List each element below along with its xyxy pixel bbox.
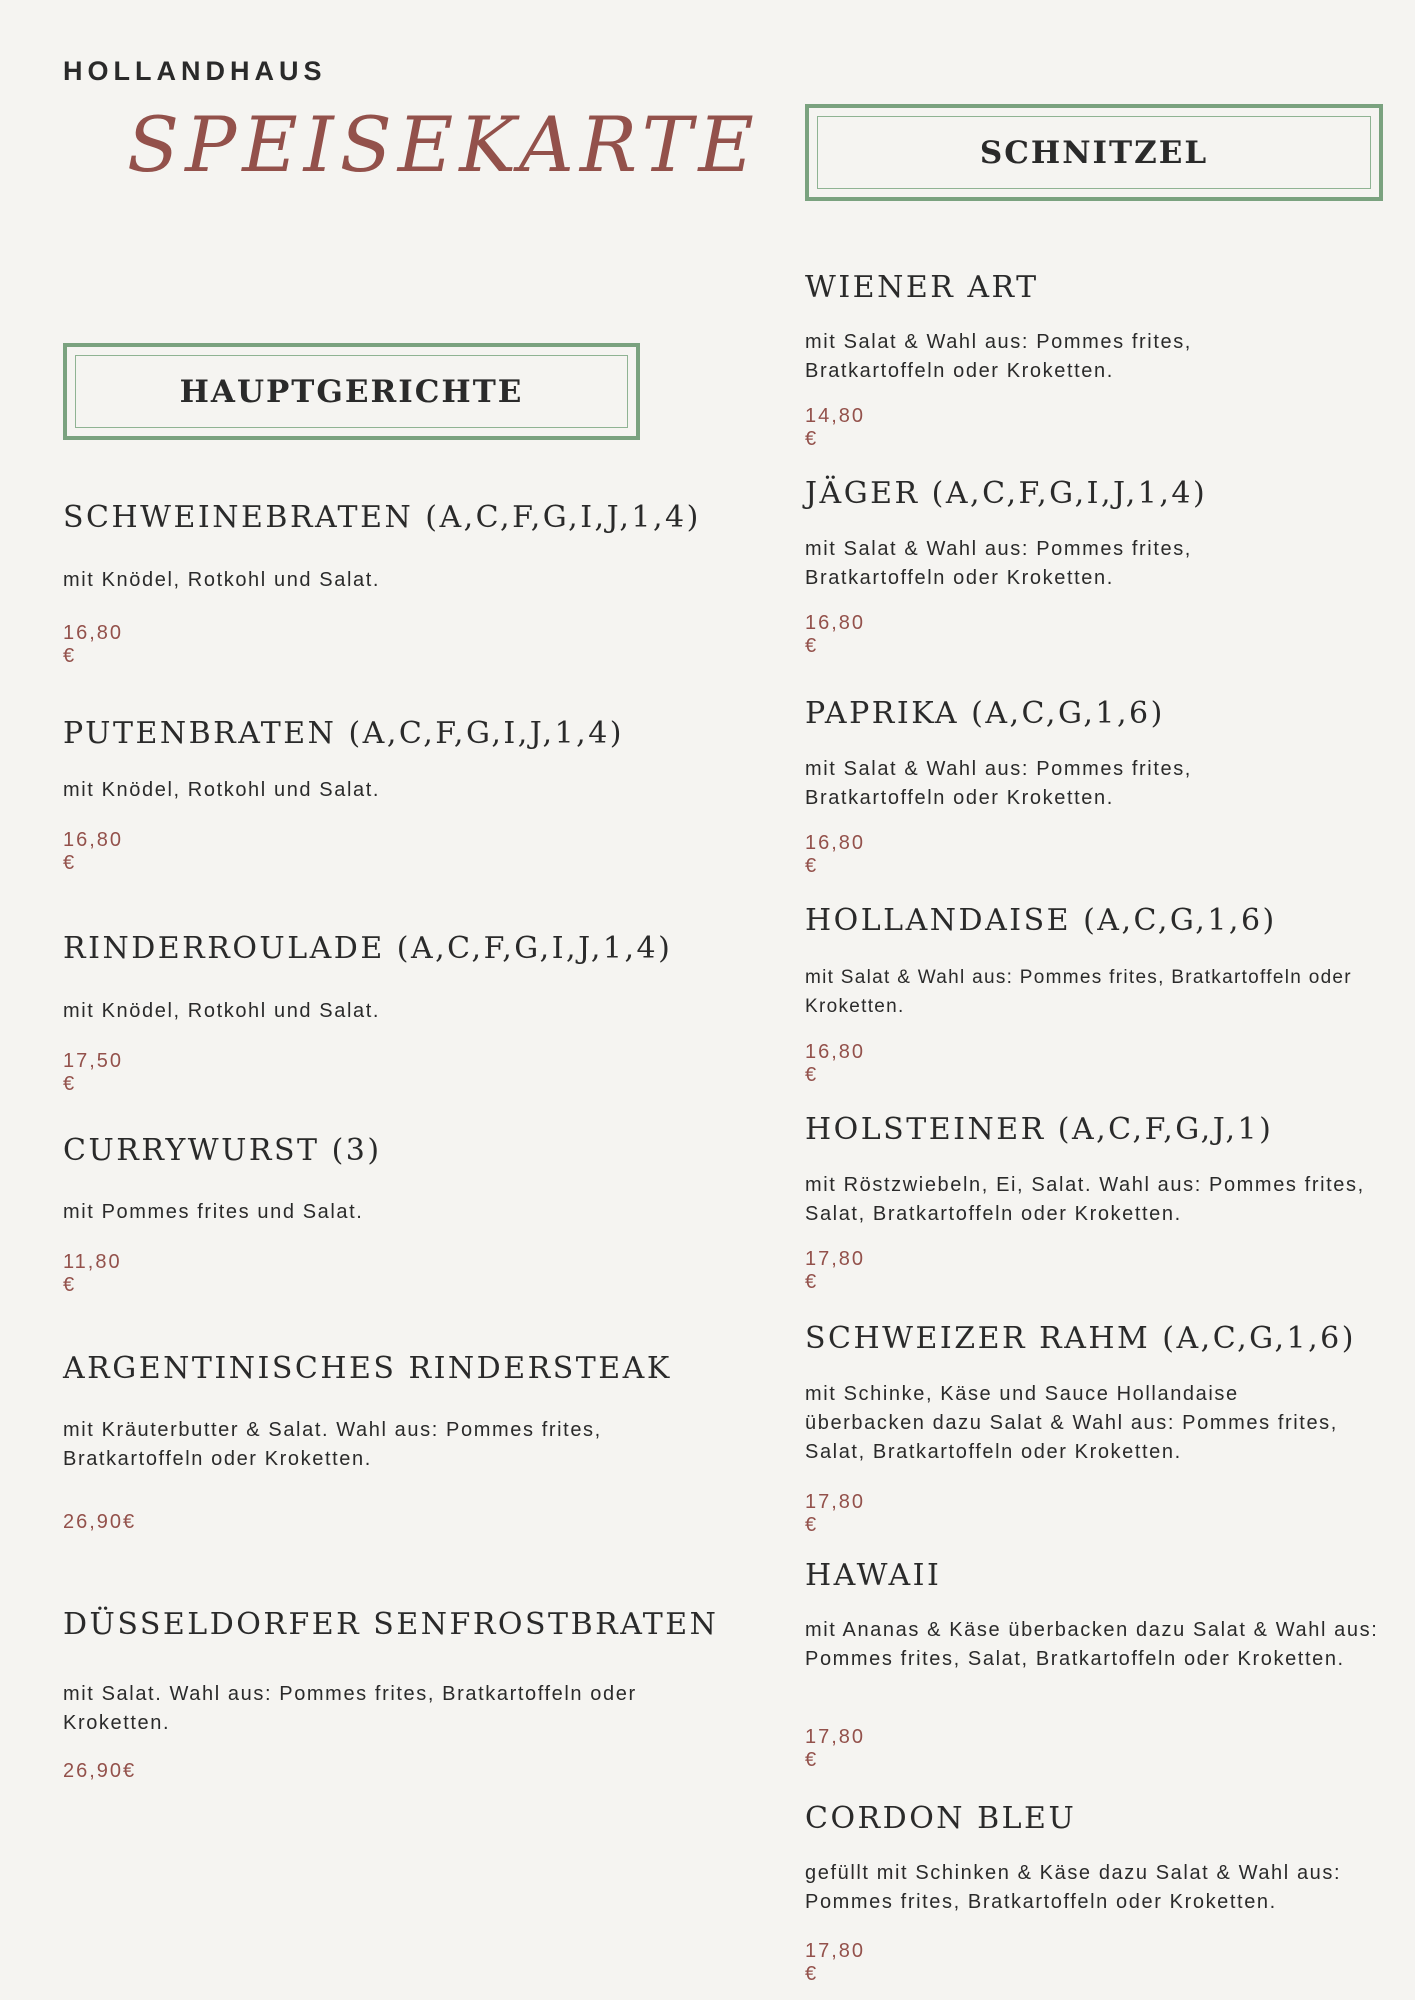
menu-item-price: 26,90€ (63, 1760, 137, 1782)
menu-item-name: CORDON BLEU (805, 1801, 1077, 1836)
menu-item-price: 17,80 € (805, 1726, 866, 1771)
menu-item-price: 17,80 € (805, 1940, 866, 1985)
menu-item-name: ARGENTINISCHES RINDERSTEAK (63, 1351, 672, 1386)
menu-item-price: 17,80 € (805, 1248, 866, 1293)
menu-item-description: gefüllt mit Schinken & Käse dazu Salat & Wahl aus: Pommes frites, Bratkartoffeln oder Kroketten. (805, 1862, 1342, 1913)
menu-item-description: mit Salat & Wahl aus: Pommes frites, Bratkartoffeln oder Kroketten. (805, 538, 1192, 589)
menu-item-name: CURRYWURST (3) (63, 1133, 382, 1168)
menu-item-description: mit Schinke, Käse und Sauce Hollandaise überbacken dazu Salat & Wahl aus: Pommes frites, Salat, Bratkartoffeln oder Kroketten. (805, 1383, 1338, 1463)
menu-item-description: mit Salat & Wahl aus: Pommes frites, Bratkartoffeln oder Kroketten. (805, 331, 1192, 382)
menu-item-name: WIENER ART (805, 270, 1039, 305)
menu-item-name: HAWAII (805, 1558, 942, 1593)
menu-item-price: 26,90€ (63, 1511, 137, 1533)
menu-item-price: 11,80 € (63, 1251, 122, 1296)
brand-name: HOLLANDHAUS (63, 56, 327, 86)
menu-item-name: SCHWEINEBRATEN (A,C,F,G,I,J,1,4) (63, 500, 701, 535)
menu-item-price: 17,80 € (805, 1491, 866, 1536)
menu-item-description: mit Salat & Wahl aus: Pommes frites, Bratkartoffeln oder Kroketten. (805, 967, 1352, 1017)
menu-item-name: PUTENBRATEN (A,C,F,G,I,J,1,4) (63, 716, 624, 751)
section-heading-hauptgerichte (63, 343, 640, 440)
menu-item-description: mit Knödel, Rotkohl und Salat. (63, 1000, 381, 1022)
menu-item-name: PAPRIKA (A,C,G,1,6) (805, 696, 1165, 731)
menu-item-name: HOLLANDAISE (A,C,G,1,6) (805, 903, 1277, 938)
menu-item-description: mit Pommes frites und Salat. (63, 1201, 364, 1223)
menu-item-description: mit Salat & Wahl aus: Pommes frites, Bratkartoffeln oder Kroketten. (805, 758, 1192, 809)
menu-item-description: mit Kräuterbutter & Salat. Wahl aus: Pommes frites, Bratkartoffeln oder Kroketten. (63, 1419, 602, 1470)
section-heading-schnitzel (805, 104, 1383, 201)
menu-item-price: 16,80 € (63, 622, 124, 667)
menu-item-description: mit Ananas & Käse überbacken dazu Salat & Wahl aus: Pommes frites, Salat, Bratkartoffeln oder Kroketten. (805, 1619, 1379, 1670)
menu-item-name: JÄGER (A,C,F,G,I,J,1,4) (805, 476, 1208, 511)
menu-item-price: 16,80 € (805, 612, 866, 657)
menu-item-name: SCHWEIZER RAHM (A,C,G,1,6) (805, 1321, 1356, 1356)
menu-item-description: mit Knödel, Rotkohl und Salat. (63, 779, 381, 801)
section-label: HAUPTGERICHTE (179, 373, 524, 410)
menu-item-description: mit Knödel, Rotkohl und Salat. (63, 569, 381, 591)
menu-item-description: mit Röstzwiebeln, Ei, Salat. Wahl aus: Pommes frites, Salat, Bratkartoffeln oder Kroketten. (805, 1174, 1365, 1225)
section-label: SCHNITZEL (979, 134, 1209, 171)
menu-item-price: 16,80 € (805, 1041, 866, 1086)
menu-item-name: DÜSSELDORFER SENFROSTBRATEN (63, 1607, 719, 1642)
menu-item-price: 14,80 € (805, 405, 866, 450)
menu-item-name: RINDERROULADE (A,C,F,G,I,J,1,4) (63, 931, 673, 966)
menu-item-description: mit Salat. Wahl aus: Pommes frites, Bratkartoffeln oder Kroketten. (63, 1683, 637, 1734)
menu-item-price: 16,80 € (63, 829, 124, 874)
menu-item-price: 16,80 € (805, 832, 866, 877)
menu-item-price: 17,50 € (63, 1050, 124, 1095)
menu-item-name: HOLSTEINER (A,C,F,G,J,1) (805, 1112, 1274, 1147)
page-title: SPEISEKARTE (127, 100, 760, 189)
